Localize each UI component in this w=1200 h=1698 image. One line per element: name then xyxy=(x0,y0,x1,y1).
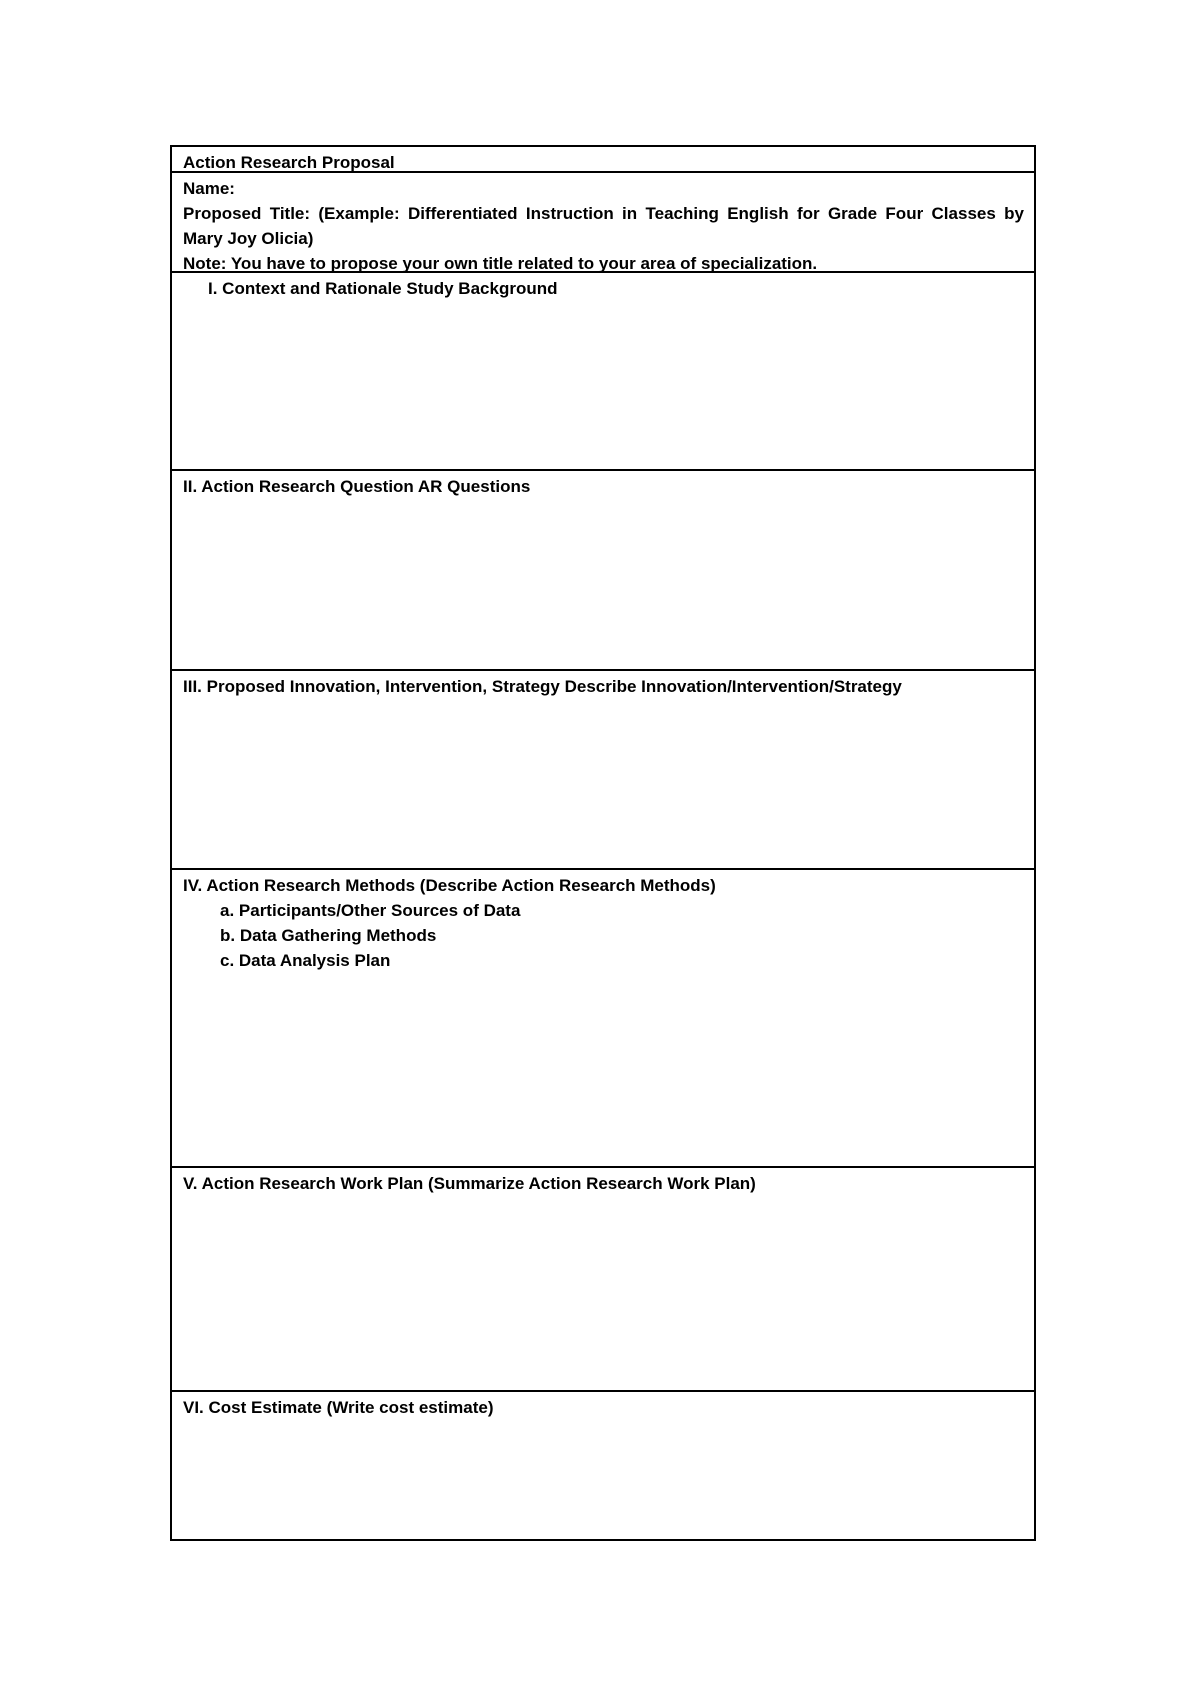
section-proposed-innovation xyxy=(172,671,1034,870)
header-info-cell xyxy=(172,173,1034,273)
section-work-plan xyxy=(172,1168,1034,1392)
section-context-rationale xyxy=(172,273,1034,471)
list-item: b. Data Gathering Methods xyxy=(220,926,437,945)
section-heading: II. Action Research Question AR Questions xyxy=(183,477,531,496)
section-research-methods xyxy=(172,870,1034,1168)
proposed-title-text: Proposed Title: (Example: Differentiated Instruction in Teaching English for Grade Four Classes by Mary Joy Olicia) xyxy=(183,204,1024,248)
list-item: a. Participants/Other Sources of Data xyxy=(220,901,521,920)
section-heading: IV. Action Research Methods (Describe Action Research Methods) xyxy=(183,876,716,895)
proposal-form xyxy=(170,145,1036,1541)
section-cost-estimate xyxy=(172,1392,1034,1539)
section-heading: VI. Cost Estimate (Write cost estimate) xyxy=(183,1398,494,1417)
name-label: Name: xyxy=(183,179,235,198)
section-heading: I. Context and Rationale Study Background xyxy=(208,279,558,298)
section-heading: V. Action Research Work Plan (Summarize Action Research Work Plan) xyxy=(183,1174,756,1193)
section-research-question xyxy=(172,471,1034,671)
list-item: c. Data Analysis Plan xyxy=(220,951,391,970)
section-heading: III. Proposed Innovation, Intervention, Strategy Describe Innovation/Intervention/Strategy xyxy=(183,677,902,696)
form-title-cell xyxy=(172,147,1034,173)
note-text: Note: You have to propose your own title related to your area of specialization. xyxy=(183,254,818,273)
form-title: Action Research Proposal xyxy=(183,153,395,172)
